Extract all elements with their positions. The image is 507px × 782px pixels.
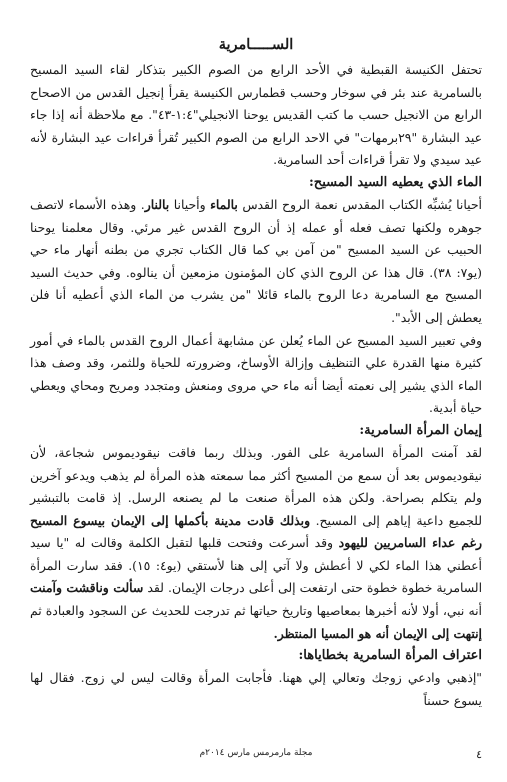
page-number: ٤ [476, 748, 482, 761]
living-water-paragraph [30, 194, 482, 330]
text-run: وأحيانا [169, 196, 211, 212]
faith-paragraph [30, 442, 482, 645]
page-footer [30, 748, 482, 764]
text-run: أنه نبي، أولا لأنه أخبرها بمعاصيها وتاريخ حياتها ثم تدرجت للحديث عن السجود والعبادة ثم [30, 603, 482, 619]
water-symbolism-paragraph: وفي تعبير السيد المسيح عن الماء يُعلن عن مشابهة أعمال الروح القدس بالماء في أمور كثيرة منها القدرة علي التنظيف وإزالة الأوساخ، وضرورته للحياة وللثمر، وقد وصف هذا الماء الذي يشير إلى نعمته أيضا أنه ماء حي مروى ومنعش ومتجدد ومريح ومحاي ويعطي حياة أبدية. [30, 332, 482, 416]
bold-text-asked-believed: سألت وناقشت وآمنت [30, 580, 144, 596]
magazine-name: مجلة مارمرمس مارس ٢٠١٤م [199, 748, 313, 758]
text-run: وقد أسرعت وفتحت قلبها لتقبل الكلمة وقالت له "يا سيد أعطني هذا الماء لكي لا أعطش ولا آتي إلى هنا لأستقي (يو٤: ١٥). فقد سارت المرأة السامرية خطوة خطوة حتى ارتفعت إلى أعلى درجات الإيمان. لقد [30, 535, 483, 596]
bold-text-fire: بالنار [144, 196, 170, 212]
section-heading-faith: إيمان المرأة السامرية: [359, 422, 482, 438]
intro-paragraph: تحتفل الكنيسة القبطية في الأحد الرابع من الصوم الكبير بتذكار لقاء السيد المسيح بالسامرية عند بئر في سوخار وحسب قطمارس الكنيسة يقرأ إنجيل القدس من الاصحاح الرابع من الانجيل حسب ما كتب القديس يوحنا الانجيلي"١:٤-٤٣". مع ملاحظة أنه إذا جاء عيد البشارة "٢٩برمهات" في الاحد الرابع من الصوم الكبير تُقرأ قراءات عيد البشارة لأنه عيد سيدي ولا تقرأ قراءات أحد السامرية. [30, 62, 482, 168]
page-title: الســـــامرية [218, 36, 294, 53]
document-page [30, 30, 482, 765]
bold-text-messiah: إنتهت إلى الإيمان أنه هو المسيا المنتظر. [273, 625, 482, 641]
section-heading-confession: اعتراف المرأة السامرية بخطاياها: [298, 648, 482, 664]
bold-text-city-faith: وبذلك قادت مدينة بأكملها إلى الإيمان بيسوع المسيح رغم عداء السامريين لليهود [30, 512, 483, 551]
text-run: . وهذه الأسماء لاتصف جوهره ولكنها تصف فعله أو عمله إذ أن الروح القدس غير مرئي. وقال معلمنا يوحنا الحبيب عن السيد المسيح "من آمن بي كما قال الكتاب تجري من بطنه أنهار ماء حي (يو٧: ٣٨). قال هذا عن الروح الذي كان المؤمنون مزمعين أن ينالوه. وفي حديث السيد المسيح مع السامرية دعا الروح بالماء قائلا "من يشرب من الماء الذي أعطيه أنا فلن يعطش إلى الأبد". [30, 196, 482, 325]
bold-text-water: بالماء [210, 196, 238, 212]
section-heading-living-water: الماء الذي يعطيه السيد المسيح: [309, 174, 482, 190]
text-run: لقد آمنت المرأة السامرية على الفور. وبذلك ربما فاقت نيقوديموس شجاعة، لأن نيقوديموس بعد أن سمع من المسيح أكثر مما سمعته هذه المرأة لم يذهب ويدعو آخرين ولم يتكلم بصراحة. ولكن هذه المرأة صنعت ما لم يصنعه الرسل. إذ قامت بالتبشير للجميع داعية إياهم إلى المسيح. [30, 444, 483, 528]
confession-paragraph: "إذهبي وادعي زوجك وتعالي إلي ههنا. فأجابت المرأة وقالت ليس لي زوج. فقال لها يسوع حسناً [30, 670, 482, 708]
text-run: أحيانا يُشبِّه الكتاب المقدس نعمة الروح القدس [237, 196, 482, 212]
